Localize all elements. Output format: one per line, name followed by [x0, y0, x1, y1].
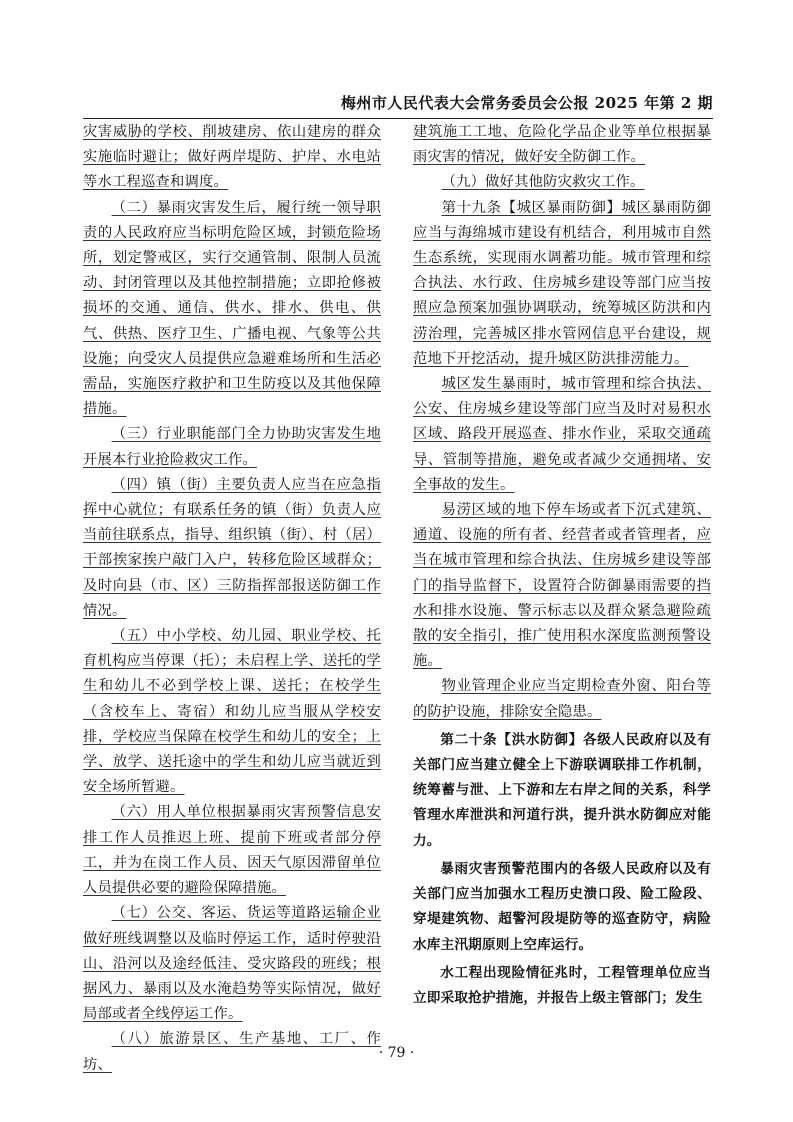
paragraph [413, 120, 711, 170]
paragraph [413, 728, 711, 854]
paragraph-text: 第十九条【城区暴雨防御】城区暴雨防御应当与海绵城市建设有机结合，利用城市自然生态系统，实现雨水调蓄功能。城市管理和综合执法、水行政、住房城乡建设等部门应当按照应急预案加强协调联动，统筹城区防洪和内涝治理，完善城区排水管网信息平台建设，规范地下开挖活动，提升城区防洪排涝能力。 [413, 199, 711, 367]
paragraph-text: （二）暴雨灾害发生后，履行统一领导职责的人民政府应当标明危险区域，封锁危险场所，划定警戒区，实行交通管制、限制人员流动、封闭管理以及其他控制措施；立即抢修被损坏的交通、通信、供水、排水、供电、供气、供热、医疗卫生、广播电视、气象等公共设施；向受灾人员提供应急避难场所和生活必需品，实施医疗救护和卫生防疫以及其他保障措施。 [83, 199, 381, 418]
paragraph-text: 暴雨灾害预警范围内的各级人民政府以及有关部门应当加强水工程历史溃口段、险工险段、穿堤建筑物、超警河段堤防等的巡查防守，病险水库主汛期原则上空库运行。 [413, 860, 711, 953]
paragraph-text: 物业管理企业应当定期检查外窗、阳台等的防护设施，排除安全隐患。 [413, 678, 711, 720]
right-column [413, 120, 711, 1011]
paragraph [413, 674, 711, 724]
paragraph-text: 灾害威胁的学校、削坡建房、依山建房的群众实施临时避让；做好两岸堤防、护岸、水电站等水工程巡查和调度。 [83, 124, 381, 191]
paragraph [413, 372, 711, 498]
paragraph [83, 800, 381, 901]
paragraph-text: （五）中小学校、幼儿园、职业学校、托育机构应当停课（托）；未启程上学、送托的学生和幼儿不必到学校上课、送托；在校学生（含校车上、寄宿）和幼儿应当服从学校安排，学校应当保障在校学生和幼儿的安全；上学、放学、送托途中的学生和幼儿应当就近到安全场所暂避。 [83, 628, 381, 796]
paragraph [83, 901, 381, 1027]
paragraph-text: （六）用人单位根据暴雨灾害预警信息安排工作人员推迟上班、提前下班或者部分停工，并为在岗工作人员、因天气原因滞留单位人员提供必要的避险保障措施。 [83, 804, 381, 897]
paragraph [413, 961, 711, 1011]
paragraph-text: （七）公交、客运、货运等道路运输企业做好班线调整以及临时停运工作，适时停驶沿山、沿河以及途经低洼、受灾路段的班线；根据风力、暴雨以及水淹趋势等实际情况，做好局部或者全线停运工作。 [83, 905, 381, 1023]
paragraph-text: （四）镇（街）主要负责人应当在应急指挥中心就位；有联系任务的镇（街）负责人应当前往联系点，指导、组织镇（街）、村（居）干部挨家挨户敲门入户，转移危险区域群众；及时向县（市、区）三防指挥部报送防御工作情况。 [83, 476, 381, 619]
journal-header: 梅州市人民代表大会常务委员会公报 2025 年第 2 期 [340, 94, 713, 112]
paragraph-text: 易涝区域的地下停车场或者下沉式建筑、通道、设施的所有者、经营者或者管理者，应当在城市管理和综合执法、住房城乡建设等部门的指导监督下，设置符合防御暴雨需要的挡水和排水设施、警示标志以及群众紧急避险疏散的安全指引，推广使用积水深度监测预警设施。 [413, 502, 711, 670]
paragraph [413, 170, 711, 195]
left-column [83, 120, 381, 1078]
paragraph-text: 第二十条【洪水防御】各级人民政府以及有关部门应当建立健全上下游联调联排工作机制，统筹蓄与泄、上下游和左右岸之间的关系，科学管理水库泄洪和河道行洪，提升洪水防御应对能力。 [413, 731, 711, 849]
paragraph [83, 120, 381, 196]
header-rule [83, 118, 713, 119]
paragraph-text: 建筑施工工地、危险化学品企业等单位根据暴雨灾害的情况，做好安全防御工作。 [413, 124, 711, 166]
paragraph [413, 196, 711, 372]
paragraph [413, 857, 711, 958]
paragraph-text: （九）做好其他防灾救灾工作。 [441, 174, 645, 191]
paragraph [83, 624, 381, 800]
page-number: · 79 · [378, 1045, 415, 1061]
paragraph-text: （八）旅游景区、生产基地、工厂、作坊、 [83, 1031, 381, 1073]
paragraph [413, 498, 711, 674]
paragraph-text: 城区发生暴雨时，城市管理和综合执法、公安、住房城乡建设等部门应当及时对易积水区域、路段开展巡查、排水作业，采取交通疏导、管制等措施，避免或者减少交通拥堵、安全事故的发生。 [413, 376, 711, 493]
paragraph-text: （三）行业职能部门全力协助灾害发生地开展本行业抢险救灾工作。 [83, 426, 381, 468]
paragraph [83, 473, 381, 624]
paragraph [83, 196, 381, 423]
paragraph [83, 422, 381, 472]
paragraph-text: 水工程出现险情征兆时，工程管理单位应当立即采取抢护措施，并报告上级主管部门；发生 [413, 964, 711, 1006]
